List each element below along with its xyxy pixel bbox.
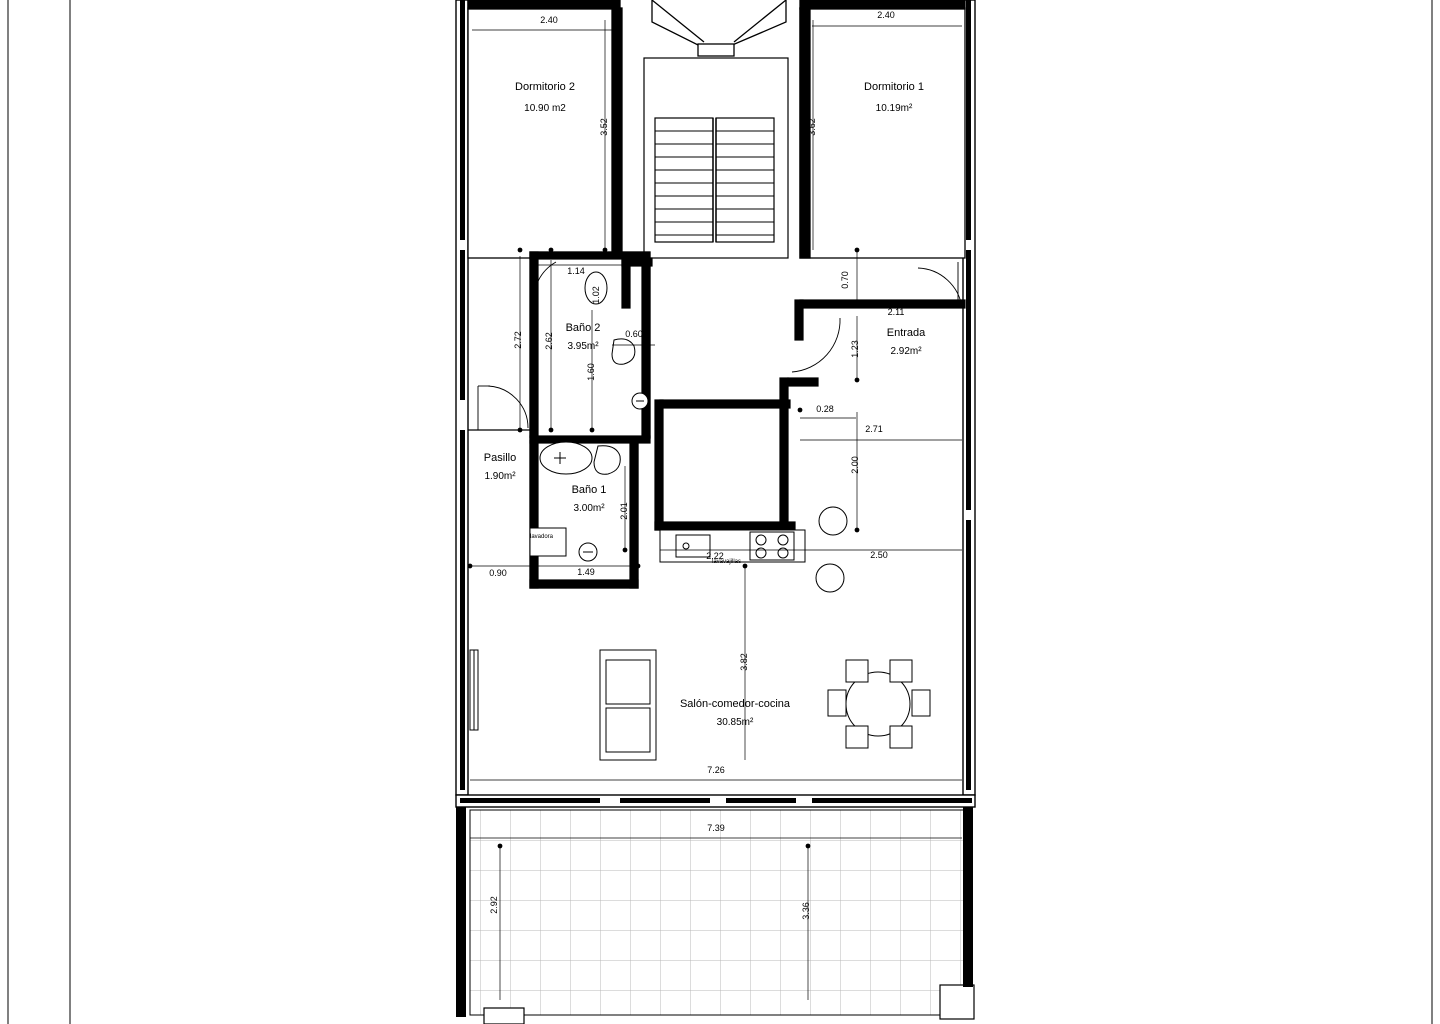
dimension-h-9: 2.22 (706, 551, 724, 561)
room-area-dormitorio1: 10.19m² (875, 103, 913, 114)
room-area-dormitorio2: 10.90 m2 (524, 103, 566, 114)
dimension-v-11: 2.92 (489, 896, 499, 914)
dimension-h-8: 1.49 (577, 567, 595, 577)
dimension-h-10: 2.50 (870, 550, 888, 560)
bedroom-2-walls (468, 0, 622, 258)
dimension-v-9: 2.01 (619, 502, 629, 520)
dimension-h-0: 2.40 (540, 15, 558, 25)
annotation-lavadora: lavadora (530, 534, 554, 540)
dimension-h-12: 7.39 (707, 823, 725, 833)
dimension-v-1: 3.62 (807, 118, 817, 136)
dimension-h-3: 0.60 (625, 329, 643, 339)
staircase (644, 58, 788, 258)
dimension-v-3: 0.70 (840, 271, 850, 289)
dimension-v-0: 3.52 (599, 118, 609, 136)
room-area-entrada: 2.92m² (890, 346, 922, 357)
dimension-h-11: 7.26 (707, 765, 725, 775)
window-symbol (470, 650, 478, 730)
dimension-h-2: 1.14 (567, 266, 585, 276)
room-label-bano2: Baño 2 (565, 322, 601, 334)
dimension-h-7: 0.90 (489, 568, 507, 578)
dimension-v-6: 1.60 (586, 363, 596, 381)
dimension-v-2: 1.02 (591, 286, 601, 304)
dimension-h-5: 0.28 (816, 404, 834, 414)
dimension-h-1: 2.40 (877, 10, 895, 20)
room-label-salon: Salón-comedor-cocina (679, 698, 791, 710)
room-label-bano1: Baño 1 (571, 484, 607, 496)
dimension-v-5: 2.62 (544, 332, 554, 350)
room-label-dormitorio1: Dormitorio 1 (864, 81, 924, 93)
room-label-pasillo: Pasillo (483, 452, 517, 464)
dimension-h-4: 2.11 (887, 307, 905, 317)
bedroom-1-walls (800, 0, 965, 258)
terrace (456, 807, 974, 1024)
dimension-v-12: 3.36 (801, 902, 811, 920)
room-area-bano1: 3.00m² (573, 503, 605, 514)
room-area-salon: 30.85m² (716, 717, 754, 728)
terrace-right-wall (963, 807, 973, 987)
dimension-v-10: 3.82 (739, 653, 749, 671)
dimension-h-6: 2.71 (865, 424, 883, 434)
dimension-v-4: 2.72 (513, 331, 523, 349)
dimension-v-8: 2.00 (850, 456, 860, 474)
room-label-dormitorio2: Dormitorio 2 (515, 81, 575, 93)
room-area-pasillo: 1.90m² (484, 471, 516, 482)
room-area-bano2: 3.95m² (567, 341, 599, 352)
terrace-left-wall (456, 807, 466, 1017)
room-label-entrada: Entrada (886, 327, 926, 339)
dimension-v-7: 1.23 (850, 340, 860, 358)
annotation-lavavajillas: lavavajillas (712, 559, 742, 565)
